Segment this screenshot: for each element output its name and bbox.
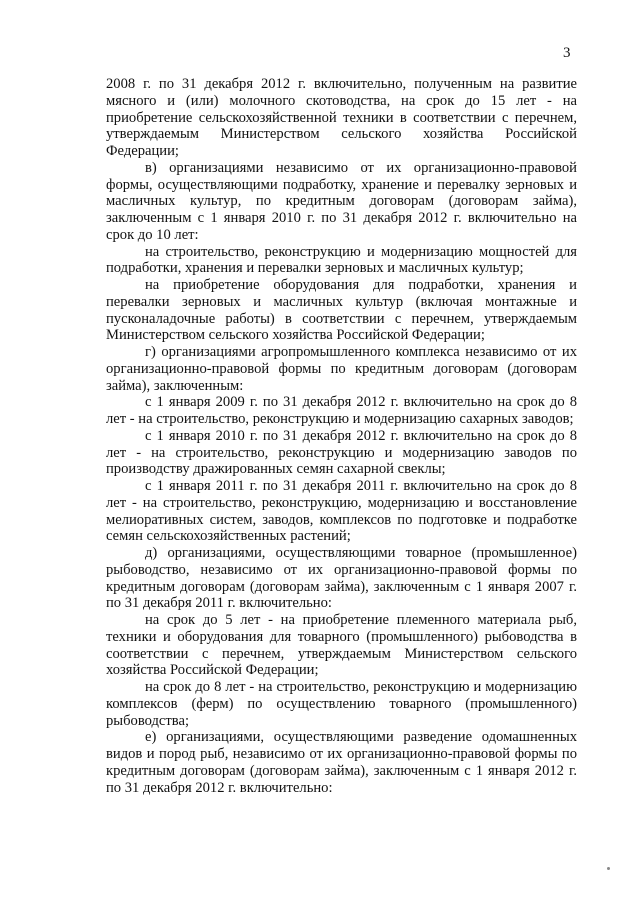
paragraph-beet-seeds: с 1 января 2010 г. по 31 декабря 2012 г. включительно на срок до 8 лет - на строительство, реконструкцию и модернизацию заводов по производству дражированных семян сахарной свеклы; <box>106 427 577 478</box>
page-number: 3 <box>563 45 571 61</box>
paragraph-equipment: на приобретение оборудования для подработки, хранения и перевалки зерновых и масличных культур (включая монтажные и пусконаладочные работы) в соответствии с перечнем, утверждаемым Министерством сельского хозяйства Российской Федерации; <box>106 277 577 344</box>
paragraph-item-d: д) организациями, осуществляющими товарное (промышленное) рыбоводство, независимо от их организационно-правовой формы по кредитным договорам (договорам займа), заключенным с 1 января 2007 г. по 31 декабря 2011 г. включительно: <box>106 545 577 612</box>
paragraph-sugar-plants: с 1 января 2009 г. по 31 декабря 2012 г. включительно на срок до 8 лет - на строительство, реконструкцию и модернизацию сахарных заводов; <box>106 394 577 427</box>
paragraph-construction: на строительство, реконструкцию и модернизацию мощностей для подработки, хранения и перевалки зерновых и масличных культур; <box>106 243 577 277</box>
paragraph-item-e: е) организациями, осуществляющими разведение одомашненных видов и пород рыб, независимо от их организационно-правовой формы по кредитным договорам (договорам займа), заключенным с 1 января 2012 г. по 31 декабря 2012 г. включительно: <box>106 729 577 796</box>
paragraph-fish-5-years: на срок до 5 лет - на приобретение племенного материала рыб, техники и оборудования для товарного (промышленного) рыбоводства в соответствии с перечнем, утверждаемым Министерством сельского хозяйства Российской Федерации; <box>106 612 577 679</box>
paragraph-melioration: с 1 января 2011 г. по 31 декабря 2011 г. включительно на срок до 8 лет - на строительство, реконструкцию, модернизацию и восстановление мелиоративных систем, заводов, комплексов по подготовке и подработке семян сельскохозяйственных растений; <box>106 478 577 545</box>
paragraph-continuation: 2008 г. по 31 декабря 2012 г. включительно, полученным на развитие мясного и (или) молочного скотоводства, на срок до 15 лет - на приобретение сельскохозяйственной техники в соответствии с перечнем, утверждаемым Министерством сельского хозяйства Российской Федерации; <box>106 76 577 159</box>
scan-speck <box>607 867 610 870</box>
paragraph-item-v: в) организациями независимо от их организационно-правовой формы, осуществляющими подработку, хранение и перевалку зерновых и масличных культур, по кредитным договорам (договорам займа), заключенным с 1 января 2010 г. по 31 декабря 2012 г. включительно на срок до 10 лет: <box>106 159 577 243</box>
paragraph-fish-8-years: на срок до 8 лет - на строительство, реконструкцию и модернизацию комплексов (ферм) по осуществлению товарного (промышленного) рыбоводства; <box>106 679 577 729</box>
document-body <box>106 76 577 796</box>
paragraph-item-g: г) организациями агропромышленного комплекса независимо от их организационно-правовой формы по кредитным договорам (договорам займа), заключенным: <box>106 344 577 394</box>
